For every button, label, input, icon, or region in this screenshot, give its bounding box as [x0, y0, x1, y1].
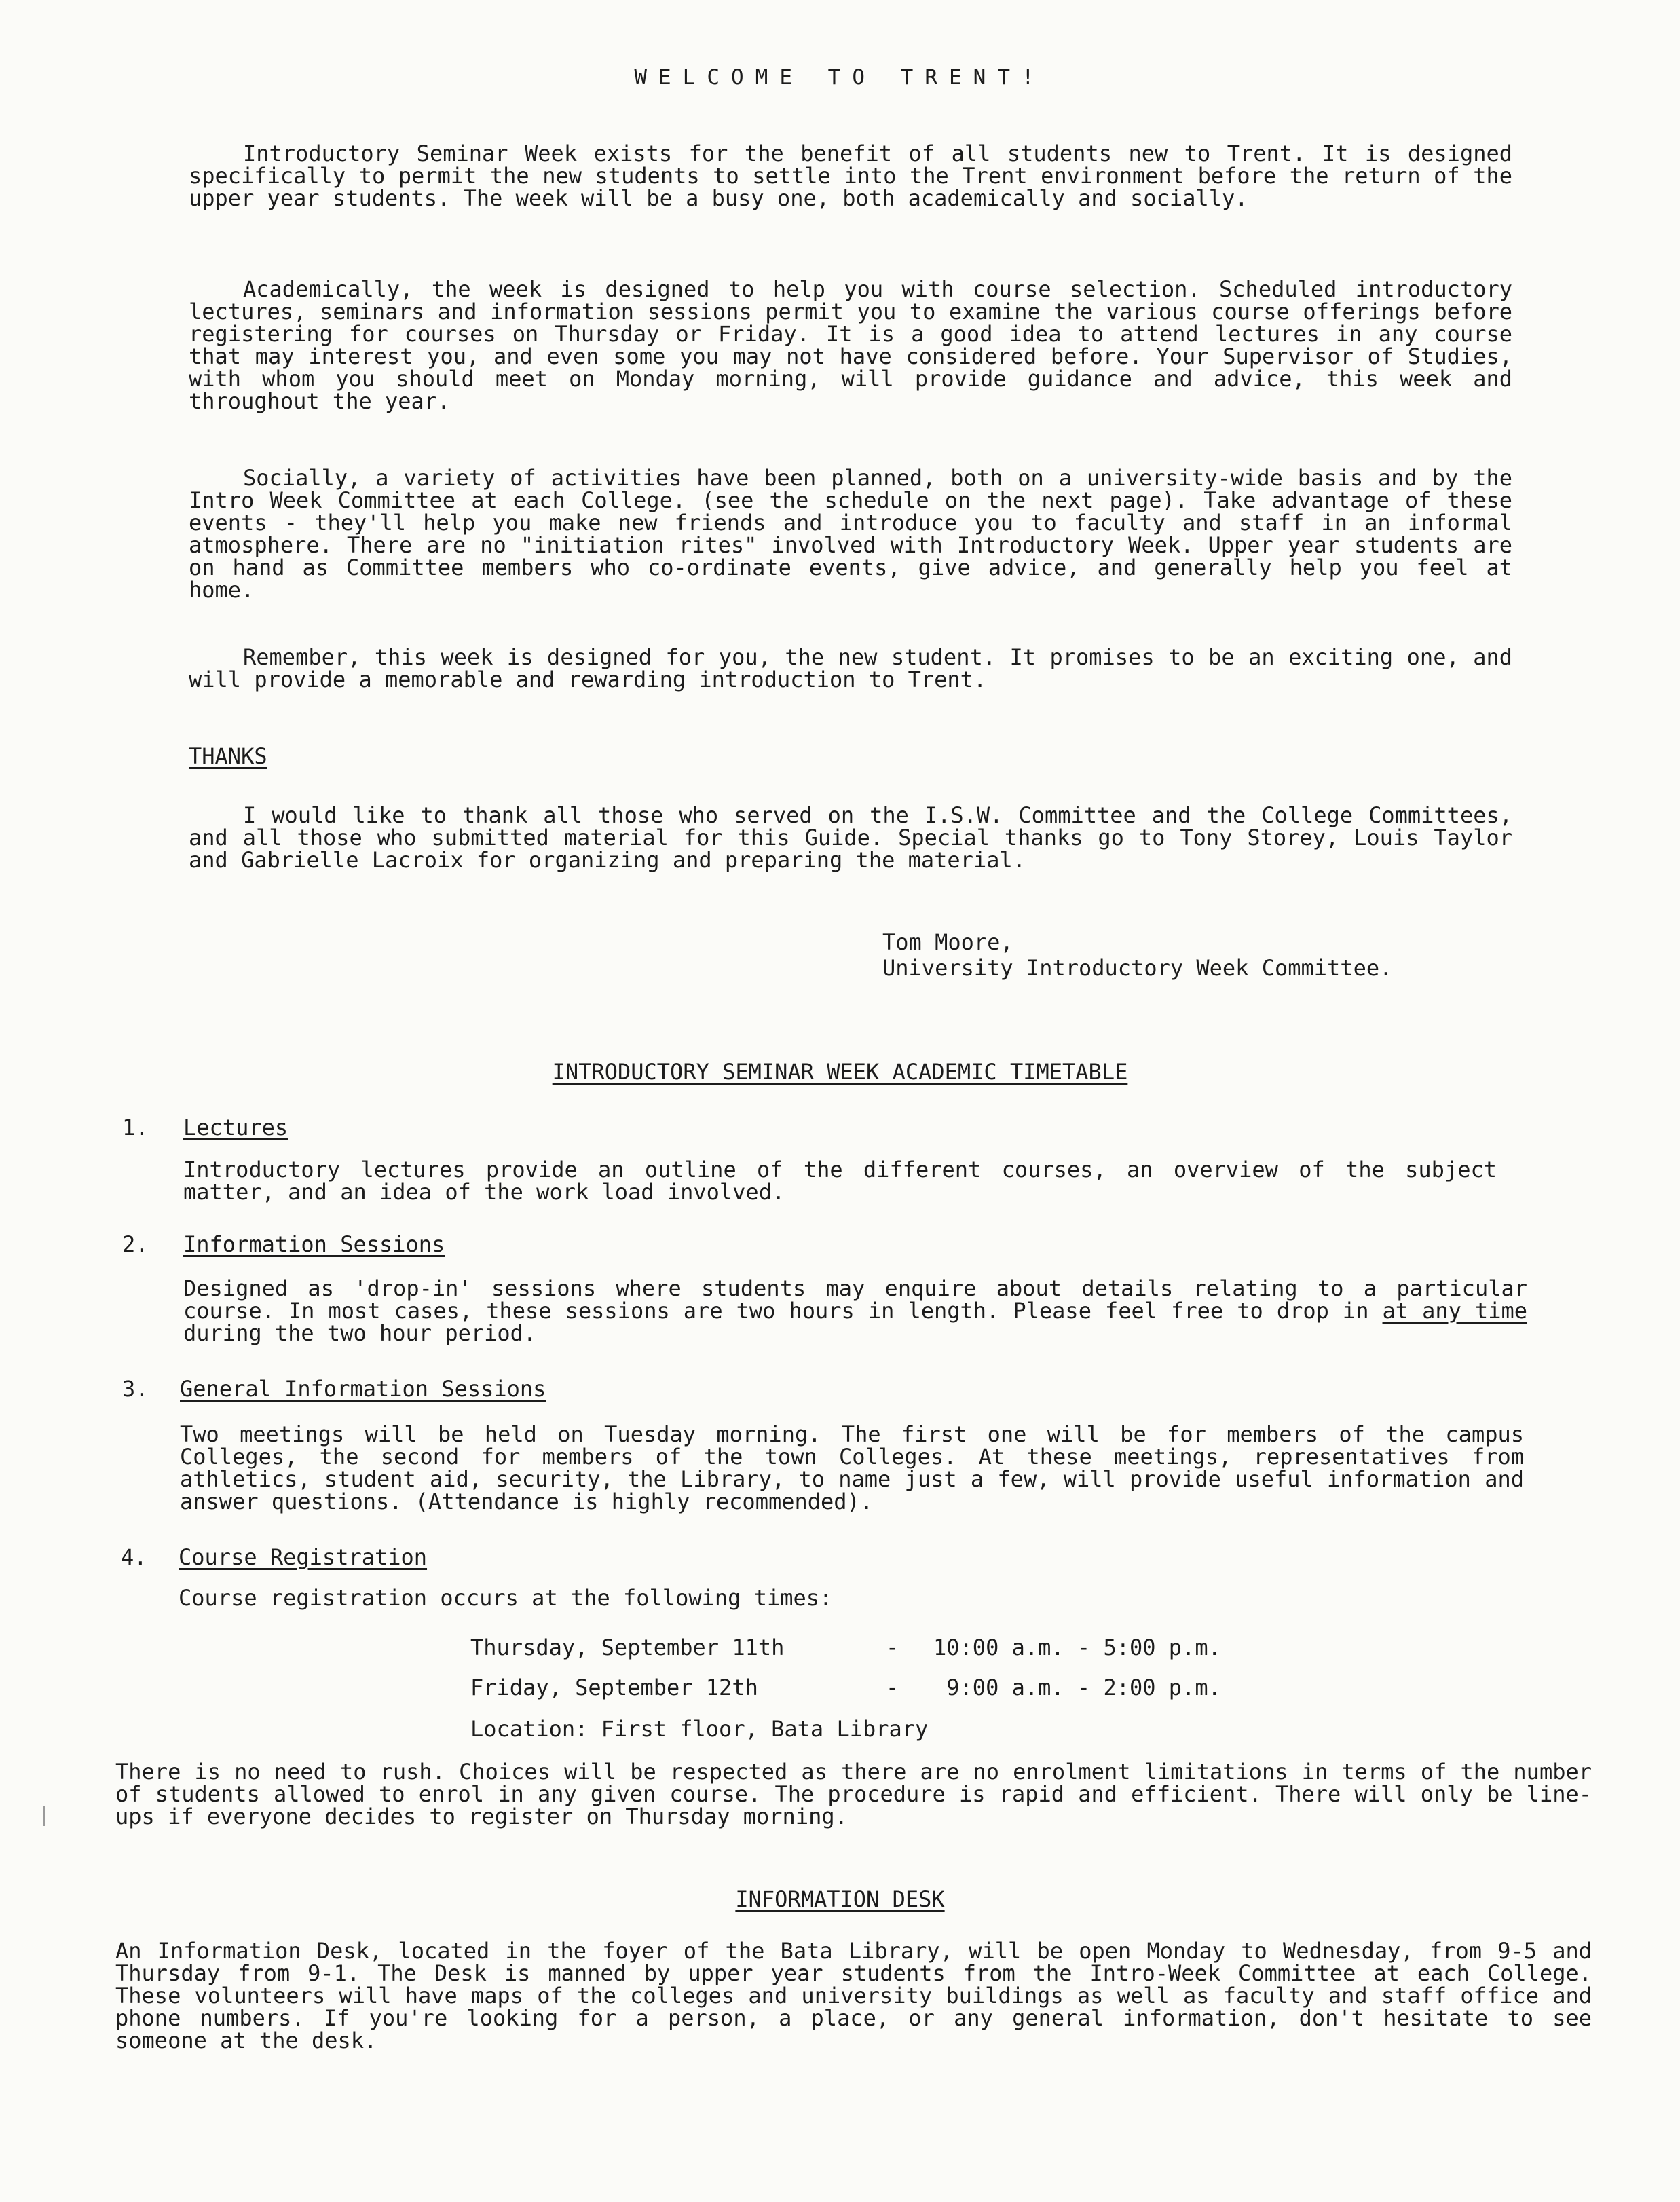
thanks-heading: THANKS — [189, 743, 267, 769]
item-1-number: 1. — [122, 1115, 149, 1140]
item-3-text: Two meetings will be held on Tuesday morning. The first one will be for members of the campus Colleges, the second for members of the town Colleges. At these meetings, representatives from athletics, student aid, security, the Library, to name just a few, will provide useful information and answer questions. (Attendance is highly recommended). — [180, 1421, 1524, 1514]
thanks-paragraph — [189, 804, 1512, 872]
item-4-text: Course registration occurs at the following times: — [179, 1585, 833, 1611]
page-title: WELCOME TO TRENT! — [634, 65, 1046, 90]
registration-times — [470, 1637, 1221, 1717]
registration-time: 9:00 a.m. - 2:00 p.m. — [933, 1675, 1221, 1700]
item-3-number: 3. — [122, 1376, 149, 1402]
intro-text-3: Socially, a variety of activities have been planned, both on a university-wide basis and by the Intro Week Committee at each College. (see the schedule on the next page). Take advantage of these events - they'll help you make new friends and introduce you to faculty and staff in an informal atmosphere. There are no "initiation rites" involved with Introductory Week. Upper year students are on hand as Committee members who co-ordinate events, give advice, and generally help you feel at home. — [189, 465, 1512, 603]
item-2-text — [183, 1277, 1527, 1345]
intro-paragraph-2 — [189, 278, 1512, 413]
info-desk-heading: INFORMATION DESK — [735, 1886, 945, 1912]
scan-artifact — [43, 1806, 45, 1826]
registration-day: Thursday, September 11th — [470, 1635, 785, 1660]
registration-time: 10:00 a.m. - 5:00 p.m. — [933, 1635, 1221, 1660]
intro-paragraph-3 — [189, 467, 1512, 601]
registration-row — [470, 1637, 1221, 1677]
intro-paragraph-4 — [189, 646, 1512, 691]
item-2-text-emphasis: at any time — [1382, 1298, 1528, 1324]
item-3-title: General Information Sessions — [180, 1376, 546, 1402]
item-1-text: Introductory lectures provide an outline of the different courses, an overview of the subject matter, and an idea of the work load involved. — [183, 1157, 1497, 1205]
registration-day: Friday, September 12th — [470, 1675, 758, 1700]
info-desk-text: An Information Desk, located in the foyer of the Bata Library, will be open Monday to Wednesday, from 9-5 and Thursday from 9-1. The Desk is manned by upper year students from the Intro-Week Committee at each College. These volunteers will have maps of the colleges and university buildings as well as faculty and staff office and phone numbers. If you're looking for a person, a place, or any general information, don't hesitate to see someone at the desk. — [115, 1938, 1592, 2053]
item-1-title: Lectures — [183, 1115, 288, 1140]
intro-text-1: Introductory Seminar Week exists for the benefit of all students new to Trent. It is designed specifically to permit the new students to settle into the Trent environment before the return of the upper year students. The week will be a busy one, both academically and socially. — [189, 141, 1512, 211]
thanks-text: I would like to thank all those who served on the I.S.W. Committee and the College Committees, and all those who submitted material for this Guide. Special thanks go to Tony Storey, Louis Taylor and Gabrielle Lacroix for organizing and preparing the material. — [189, 802, 1512, 873]
item-2-text-after: during the two hour period. — [183, 1320, 537, 1346]
item-4-number: 4. — [121, 1544, 147, 1570]
intro-paragraph-1 — [189, 143, 1512, 210]
item-4-title: Course Registration — [179, 1544, 428, 1570]
registration-note: There is no need to rush. Choices will be respected as there are no enrolment limitations in terms of the number of students allowed to enrol in any given course. The procedure is rapid and efficient. There will only be line-ups if everyone decides to register on Thursday morning. — [115, 1759, 1592, 1829]
registration-dash: - — [886, 1635, 899, 1660]
item-2-title: Information Sessions — [183, 1231, 445, 1257]
signature-title: University Introductory Week Committee. — [882, 955, 1393, 981]
signature-name: Tom Moore, — [882, 929, 1013, 955]
registration-dash: - — [886, 1675, 899, 1700]
intro-text-4: Remember, this week is designed for you, the new student. It promises to be an exciting one, and will provide a memorable and rewarding introduction to Trent. — [189, 644, 1512, 692]
registration-location: Location: First floor, Bata Library — [470, 1716, 929, 1742]
intro-text-2: Academically, the week is designed to help you with course selection. Scheduled introductory lectures, seminars and information sessions permit you to examine the various course offerings before registering for courses on Thursday or Friday. It is a good idea to attend lectures in any course that may interest you, and even some you may not have considered before. Your Supervisor of Studies, with whom you should meet on Monday morning, will provide guidance and advice, this week and throughout the year. — [189, 276, 1512, 414]
timetable-heading: INTRODUCTORY SEMINAR WEEK ACADEMIC TIMETABLE — [552, 1059, 1128, 1085]
item-2-text-before: Designed as 'drop-in' sessions where students may enquire about details relating to a particular course. In most cases, these sessions are two hours in length. Please feel free to drop in — [183, 1275, 1527, 1324]
item-2-number: 2. — [122, 1231, 149, 1257]
registration-row — [470, 1677, 1221, 1717]
registration-table — [470, 1637, 1221, 1717]
